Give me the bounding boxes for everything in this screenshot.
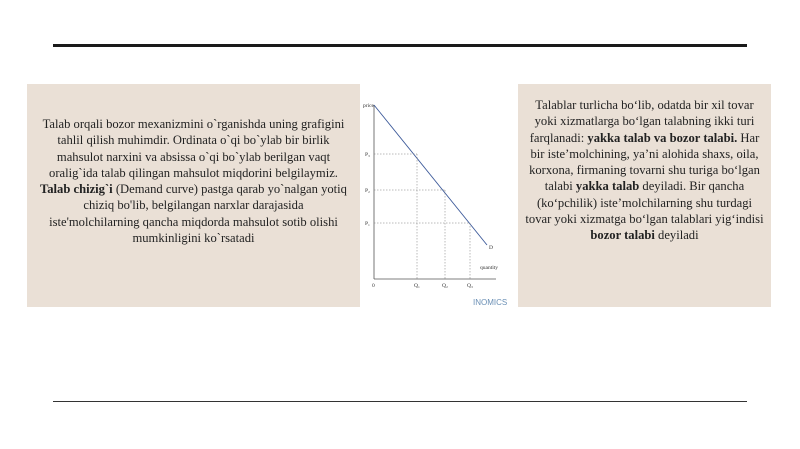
panel-bold-term: yakka talab bbox=[575, 179, 640, 194]
quantity-label: Q₁ bbox=[414, 283, 420, 289]
bottom-divider bbox=[53, 401, 747, 402]
demand-types-text-panel bbox=[518, 84, 771, 307]
inomics-watermark: INOMICS bbox=[473, 298, 508, 307]
quantity-label: Q₃ bbox=[467, 283, 473, 289]
panel-text: Talablar turlicha bo‘lib, odatda bir xil tovar yoki xizmatlarga bo‘lgan talabning ikki turi farqlanadi: bbox=[529, 98, 755, 145]
panel-text: Har bir iste’molchining, ya’ni alohida shaxs, oila, korxona, firmaning tovarni shu turiga bo‘lgan talabi bbox=[529, 130, 760, 194]
panel-text: Talab orqali bozor mexanizmini o`rganishda uning grafigini tahlil qilish muhimdir. Ordinata o`qi bo`ylab bir birlik mahsulot narxini va absissa o`qi bo`ylab berilgan vaqt oralig`ida talab qilingan mahsulot miqdorini belgilaymiz. bbox=[42, 117, 345, 180]
demand-curve-text-panel bbox=[27, 84, 360, 307]
y-axis-label: price bbox=[363, 103, 374, 109]
top-divider bbox=[53, 44, 747, 47]
demand-curve-chart bbox=[360, 95, 520, 315]
origin-label: 0 bbox=[372, 283, 375, 289]
quantity-label: Q₂ bbox=[442, 283, 448, 289]
panel-text: deyiladi bbox=[654, 228, 699, 243]
panel-bold-term: Talab chizig`i bbox=[40, 182, 113, 197]
x-axis-label: quantity bbox=[480, 265, 499, 271]
price-label: P₃ bbox=[365, 152, 370, 158]
panel-bold-term: yakka talab va bozor talabi. bbox=[587, 130, 738, 145]
demand-curve-label: D bbox=[489, 245, 493, 251]
price-label: P₁ bbox=[365, 221, 370, 227]
panel-bold-term: bozor talabi bbox=[590, 228, 655, 243]
price-label: P₂ bbox=[365, 188, 370, 194]
demand-curve-svg bbox=[360, 95, 520, 315]
panel-text: deyiladi. Bir qancha (ko‘pchilik) iste’molchilarning shu turdagi tovar yoki xizmatga bo‘lgan talablari yig‘indisi bbox=[525, 179, 764, 227]
panel-text: (Demand curve) pastga qarab yo`nalgan yotiq chiziq bo'lib, belgilangan narxlar darajasida iste'molchilarning qancha miqdorda mahsulot sotib olishi mumkinligini ko`rsatadi bbox=[49, 182, 347, 246]
